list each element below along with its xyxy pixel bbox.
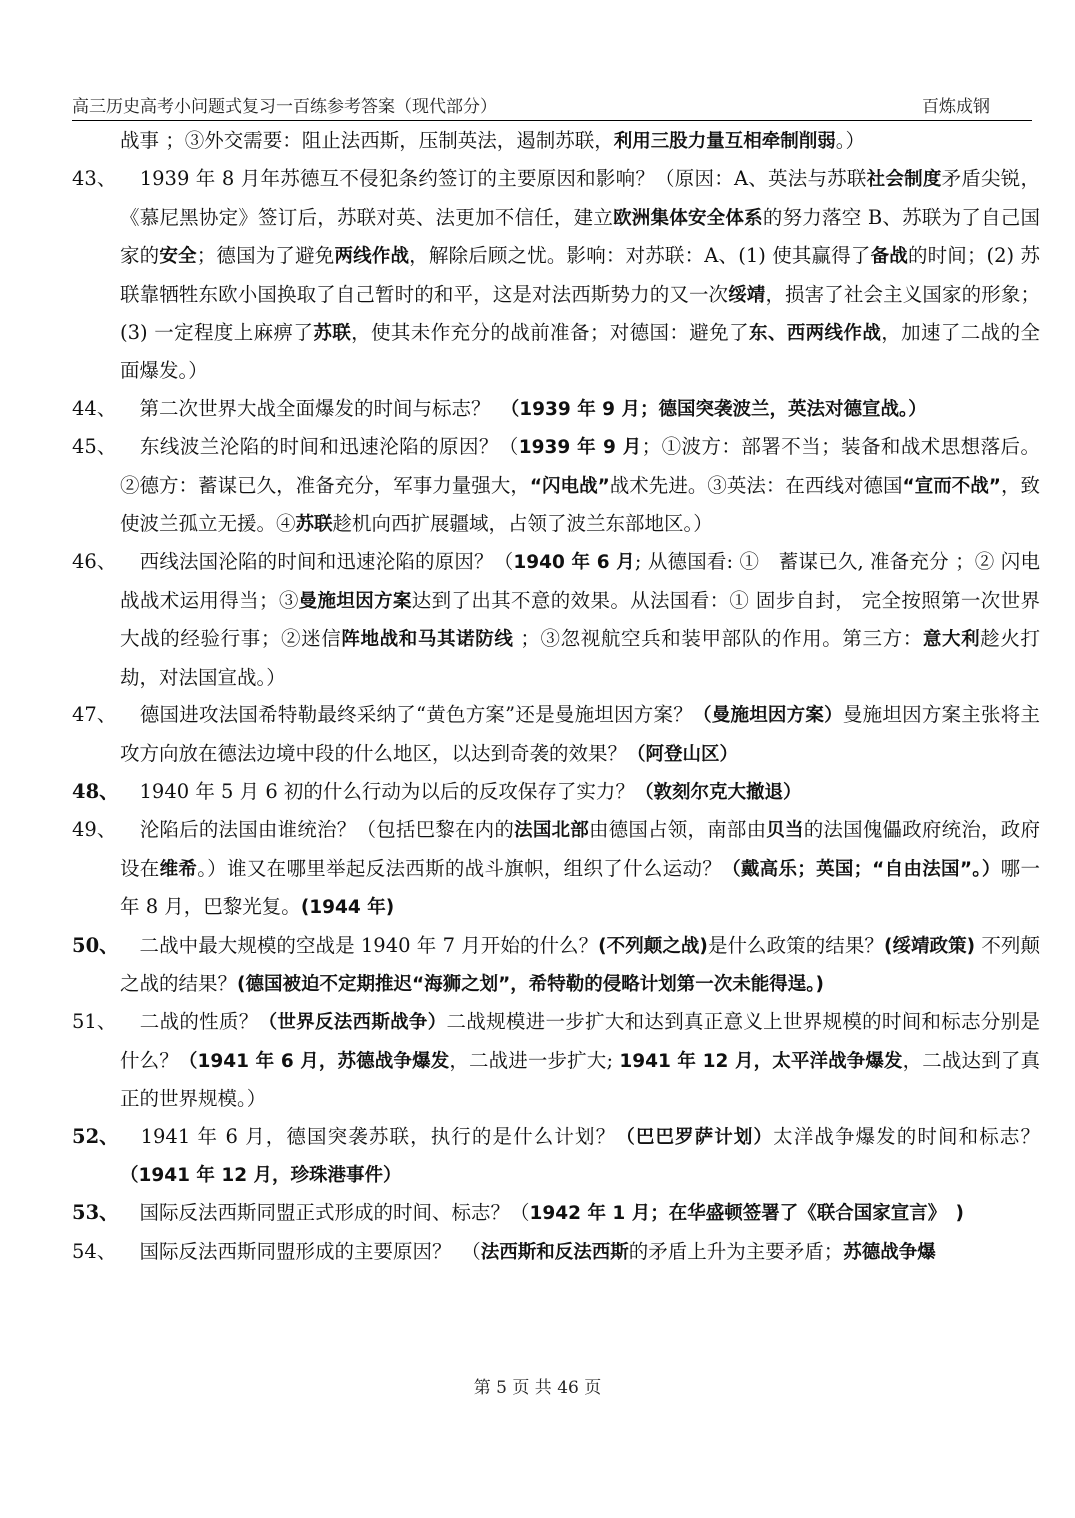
- answer-keyword: 1940 年 6 月: [513, 552, 635, 574]
- text-run: 德国进攻法国希特勒最终采纳了“黄色方案”还是曼施坦因方案？: [120, 703, 693, 727]
- text-run: 哪一年 8 月，巴黎光复。: [120, 856, 1040, 919]
- question-47: [72, 696, 1040, 773]
- header-motto: 百炼成钢: [922, 97, 990, 117]
- text-run: 的努力落空 B、苏联为了自己国家的: [120, 205, 1040, 268]
- text-run: 二战的性质？: [120, 1010, 259, 1034]
- text-run: 的时间；(2) 苏联靠牺牲东欧小国换取了自己暂时的和平，这是对法西斯势力的又一次: [120, 244, 1040, 306]
- question-44: [72, 390, 1040, 428]
- text-run: ，解除后顾之忧。影响：对苏联：A、(1) 使其赢得了: [409, 244, 871, 268]
- text-run: ，二战进一步扩大;: [449, 1048, 620, 1072]
- text-run: ；③忽视航空兵和装甲部队的作用。第三方：: [513, 627, 923, 651]
- question-52: [72, 1118, 1040, 1195]
- answer-keyword: （巴巴罗萨计划）: [616, 1126, 774, 1148]
- answer-keyword: 社会制度: [866, 169, 942, 191]
- question-number: 52、: [72, 1124, 119, 1148]
- text-run: 1939 年 8 月年苏德互不侵犯条约签订的主要原因和影响？（原因：A、英法与苏联: [120, 167, 867, 191]
- text-run: ，二战达到了真正的世界规模。）: [120, 1048, 1040, 1111]
- text-run: 第二次世界大战全面爆发的时间与标志？: [120, 396, 511, 420]
- answer-keyword: “宣而不战”: [902, 475, 1001, 497]
- answer-keyword: 1939 年 9 月: [518, 437, 642, 459]
- answer-keyword: 意大利: [922, 629, 981, 651]
- text-run: 曼施坦因方案主张将主攻方向放在德法边境中段的什么地区，以达到奇袭的效果？: [120, 703, 1040, 765]
- text-run: 1940 年 5 月 6 初的什么行动为以后的反攻保存了实力？: [120, 779, 635, 803]
- text-run: ，损害了社会主义国家的形象；(3) 一定程度上麻痹了: [120, 282, 1040, 345]
- question-50: [72, 927, 1040, 1004]
- page-header: [72, 90, 1032, 121]
- text-run: 战事 ；③外交需要：阻止法西斯，压制英法，遏制苏联，: [120, 129, 614, 152]
- answer-keyword: 苏德战争爆: [843, 1241, 936, 1263]
- answer-keyword: 1942 年 1 月；在华盛顿签署了《联合国家宣言》 ): [529, 1203, 964, 1225]
- text-run: 太洋战争爆发的时间和标志？: [773, 1124, 1040, 1148]
- answer-keyword: （1941 年 12 月，珍珠港事件）: [120, 1164, 402, 1186]
- answer-keyword: （敦刻尔克大撤退）: [634, 781, 802, 803]
- answer-keyword: 贝当: [766, 820, 804, 842]
- answer-keyword: 1941 年 12 月，太平洋战争爆发: [619, 1050, 903, 1072]
- answer-keyword: 苏联: [295, 514, 333, 536]
- answer-keyword: （1939 年 9 月；德国突袭波兰，英法对德宣战。）: [510, 398, 927, 420]
- answer-keyword: (不列颠之战): [598, 935, 708, 957]
- text-run: 趁机向西扩展疆域，占领了波兰东部地区。）: [332, 512, 713, 536]
- answer-keyword: （曼施坦因方案）: [692, 705, 843, 727]
- answer-keyword: 利用三股力量互相牵制削弱: [613, 131, 836, 152]
- text-run: 国际反法西斯同盟形成的主要原因？ （: [120, 1239, 481, 1263]
- text-run: 国际反法西斯同盟正式形成的时间、标志？（: [120, 1201, 530, 1225]
- text-run: 东线波兰沦陷的时间和迅速沦陷的原因？（: [120, 435, 519, 459]
- text-run: 二战规模进一步扩大和达到真正意义上世界规模的时间和标志分别是什么？: [120, 1010, 1040, 1072]
- text-run: 不列颠之战的结果？: [120, 933, 1040, 995]
- answer-keyword: 安全: [159, 246, 197, 268]
- text-run: ；德国为了避免: [196, 244, 335, 268]
- continued-paragraph: [72, 122, 1040, 160]
- text-run: 达到了出其不意的效果。从法国看：① 固步自封， 完全按照第一次世界大战的经验行事；②迷信: [120, 588, 1040, 651]
- answer-keyword: 欧洲集体安全体系: [613, 207, 763, 229]
- question-53: [72, 1194, 1040, 1232]
- answer-keyword: 曼施坦因方案: [298, 590, 412, 612]
- text-run: 的法国傀儡政府统治，政府设在: [120, 818, 1040, 880]
- answer-keyword: (1944 年): [300, 897, 395, 919]
- text-run: 1941 年 6 月，德国突袭苏联，执行的是什么计划？: [120, 1124, 617, 1148]
- question-43: [72, 160, 1040, 389]
- answer-keyword: “闪电战”: [529, 475, 610, 497]
- question-number: 54、: [72, 1239, 117, 1263]
- answer-keyword: 法西斯和反法西斯: [480, 1241, 629, 1263]
- question-54: [72, 1233, 1040, 1271]
- text-run: ，加速了二战的全面爆发。）: [120, 321, 1040, 383]
- answer-keyword: 东、西两线作战: [748, 323, 882, 345]
- text-run: 矛盾尖锐，《慕尼黑协定》签订后，苏联对英、法更加不信任，建立: [120, 167, 1040, 229]
- answer-keyword: 维希: [159, 858, 198, 880]
- text-run: ；①波方：部署不当；装备和战术思想落后。②德方：蓄谋已久，准备充分，军事力量强大，: [120, 435, 1040, 497]
- question-number: 46、: [72, 550, 117, 574]
- question-number: 45、: [72, 435, 117, 459]
- text-run: 战术先进。③英法：在西线对德国: [609, 473, 903, 497]
- text-run: 西线法国沦陷的时间和迅速沦陷的原因？（: [120, 550, 514, 574]
- answer-keyword: （1941 年 6 月，苏德战争爆发: [178, 1050, 450, 1072]
- answer-keyword: (德国被迫不定期推迟“海狮之划”，希特勒的侵略计划第一次未能得逞。): [237, 973, 824, 995]
- answer-keyword: （世界反法西斯战争）: [258, 1012, 447, 1034]
- answer-keyword: （阿登山区）: [627, 743, 739, 765]
- text-run: 趁火打劫，对法国宣战。）: [120, 627, 1040, 689]
- text-run: 由德国占领，南部由: [588, 818, 767, 842]
- question-number: 51、: [72, 1010, 117, 1034]
- question-46: [72, 543, 1040, 696]
- question-number: 43、: [72, 167, 117, 191]
- answer-keyword: 阵地战和马其诺防线: [341, 629, 514, 651]
- answer-keyword: 备战: [870, 246, 908, 268]
- answer-keyword: 法国北部: [514, 820, 589, 842]
- text-run: 的矛盾上升为主要矛盾；: [628, 1239, 844, 1263]
- question-number: 47、: [72, 703, 117, 727]
- header-title: 高三历史高考小问题式复习一百练参考答案（现代部分）: [72, 97, 497, 117]
- text-run: 二战中最大规模的空战是 1940 年 7 月开始的什么？: [120, 933, 599, 957]
- text-run: 。）谁又在哪里举起反法西斯的战斗旗帜，组织了什么运动？: [197, 856, 723, 880]
- question-number: 49、: [72, 818, 117, 842]
- document-body: [72, 122, 1040, 1271]
- answer-keyword: (绥靖政策): [883, 935, 976, 957]
- text-run: 沦陷后的法国由谁统治？（包括巴黎在内的: [120, 818, 515, 842]
- text-run: ，致使波兰孤立无援。④: [120, 473, 1040, 536]
- page-footer: 第 5 页 共 46 页: [473, 1378, 602, 1398]
- question-number: 44、: [72, 396, 117, 420]
- text-run: 是什么政策的结果？: [707, 933, 884, 957]
- answer-keyword: 绥靖: [728, 284, 766, 306]
- question-51: [72, 1003, 1040, 1117]
- answer-keyword: 两线作战: [334, 246, 410, 268]
- text-run: ; 从德国看: ① 蓄谋已久, 准备充分 ；② 闪电战战术运用得当；③: [120, 550, 1040, 612]
- question-45: [72, 428, 1040, 543]
- question-number: 50、: [72, 933, 119, 957]
- text-run: ，使其未作充分的战前准备；对德国：避免了: [351, 321, 749, 345]
- question-number: 48、: [72, 779, 119, 803]
- text-run: 。）: [835, 129, 865, 152]
- answer-keyword: （戴高乐；英国；“自由法国”。）: [722, 858, 1001, 880]
- question-48: [72, 773, 1040, 811]
- question-number: 53、: [72, 1201, 119, 1225]
- question-49: [72, 811, 1040, 926]
- answer-keyword: 苏联: [313, 323, 352, 345]
